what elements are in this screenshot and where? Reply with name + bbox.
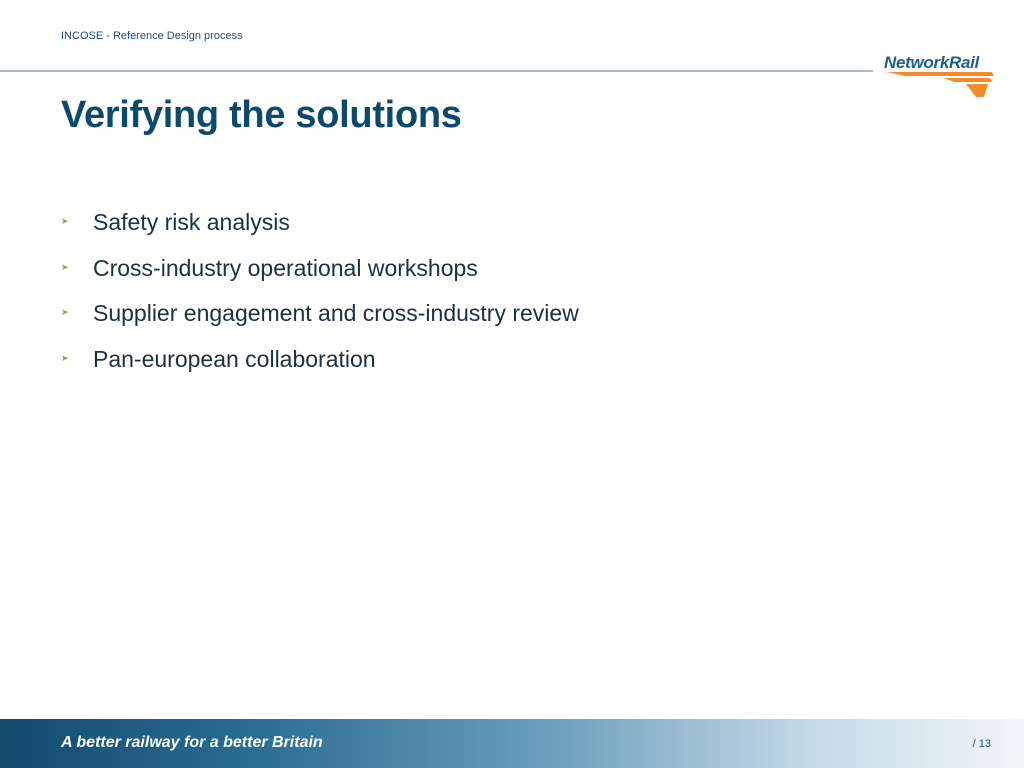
slide-title: Verifying the solutions — [61, 94, 462, 136]
presentation-caption: INCOSE - Reference Design process — [61, 30, 243, 42]
footer-tagline: A better railway for a better Britain — [61, 734, 323, 751]
footer-banner — [0, 719, 1024, 768]
arrow-bullet-icon: ➤ — [61, 261, 69, 272]
bullet-text: Safety risk analysis — [93, 209, 290, 235]
arrow-bullet-icon: ➤ — [61, 307, 69, 317]
bullet-text: Cross-industry operational workshops — [93, 254, 478, 281]
bullet-text: Supplier engagement and cross-industry review — [93, 300, 579, 326]
list-item — [61, 204, 579, 250]
double-arrow-logo-icon — [884, 69, 996, 99]
page-number: / 13 — [972, 738, 991, 750]
bullet-list — [61, 204, 579, 386]
network-rail-logo — [884, 53, 996, 99]
list-item — [61, 295, 579, 341]
logo-wordmark: NetworkRail — [884, 53, 979, 72]
list-item — [61, 341, 579, 387]
arrow-bullet-icon: ➤ — [61, 352, 69, 363]
arrow-bullet-icon: ➤ — [61, 216, 69, 226]
header-divider — [0, 70, 873, 72]
list-item — [61, 250, 579, 296]
bullet-text: Pan-european collaboration — [93, 345, 376, 372]
